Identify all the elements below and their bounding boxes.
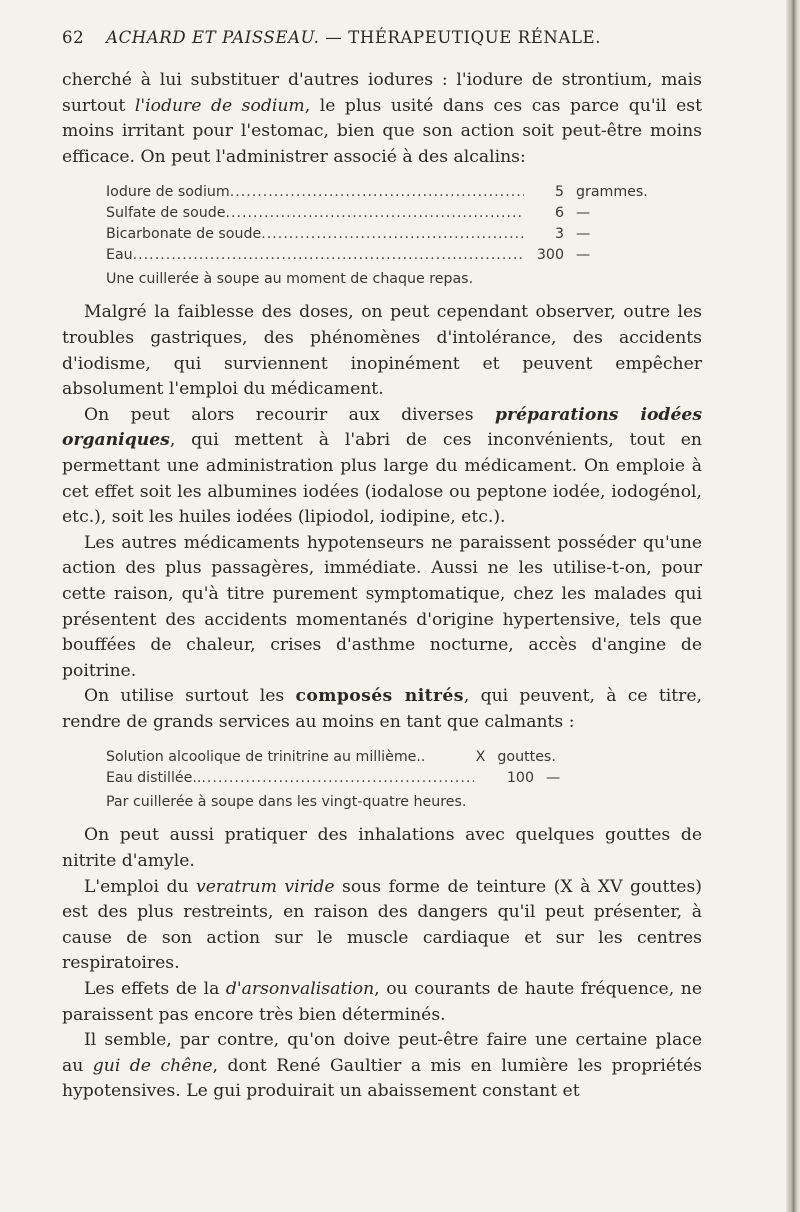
ingredient-name: Eau xyxy=(106,247,133,264)
text-run: , dont René Gaultier a mis en lumière les propriétés hypotensives. Le gui produirait un abaissement constant et xyxy=(62,1055,703,1102)
emphasis-preparations-iodees: préparations iodées organiques xyxy=(62,404,702,451)
prescription-note: Par cuillerée à soupe dans les vingt-quatre heures. xyxy=(106,794,467,811)
text-run: Les effets de la xyxy=(84,979,226,1000)
paragraph-7 xyxy=(62,875,702,977)
prescription-line xyxy=(106,768,626,789)
prescription-note: Une cuillerée à soupe au moment de chaque repas. xyxy=(106,271,474,288)
prescription-line xyxy=(106,224,672,245)
ingredient-name: Sulfate de soude xyxy=(106,205,226,222)
leader-dots xyxy=(261,224,524,245)
paragraph-8 xyxy=(62,977,702,1028)
prescription-line xyxy=(106,182,672,203)
page-body xyxy=(62,68,702,1105)
ingredient-qty: 5 xyxy=(554,184,564,201)
leader-dots xyxy=(225,203,524,224)
ingredient-unit: — xyxy=(576,205,591,222)
paragraph-4: Les autres médicaments hypotenseurs ne paraissent posséder qu'une action des plus passagères, immédiate. Aussi ne les utilise-t-on, pour cette raison, qu'à titre purement symptomatique, chez les malades qui présentent des accidents momentanés d'origine hypertensive, tels que bouffées de chaleur, crises d'asthme nocturne, accès d'angine de poitrine. xyxy=(62,532,702,681)
ingredient-qty: X xyxy=(475,749,486,766)
ingredient-qty: 300 xyxy=(536,247,564,264)
leader-dots xyxy=(230,182,524,203)
paragraph-2: Malgré la faiblesse des doses, on peut cependant observer, outre les troubles gastriques, des phénomènes d'intolérance, des accidents d'iodisme, qui surviennent inopinément et peuvent empêcher absolument l'emploi du médicament. xyxy=(62,302,702,400)
emphasis-iodure-de-sodium: l'iodure de sodium xyxy=(134,95,305,116)
paragraph-6: On peut aussi pratiquer des inhalations avec quelques gouttes de nitrite d'amyle. xyxy=(62,825,702,872)
text-run: L'emploi du xyxy=(84,876,197,897)
header-dash: — xyxy=(325,28,343,47)
text-run: , ou courants de haute fréquence, ne paraissent pas encore très bien déterminés. xyxy=(62,979,702,1025)
paragraph-1 xyxy=(62,68,702,170)
text-run: Il semble, par contre, qu'on doive peut-être faire une certaine place au xyxy=(62,1030,702,1076)
prescription-line xyxy=(106,203,672,224)
ingredient-name: Bicarbonate de soude xyxy=(106,226,262,243)
ingredient-name: Iodure de sodium xyxy=(106,184,230,201)
ingredient-unit: gouttes. xyxy=(497,749,556,766)
text-run: , qui peuvent, à ce titre, rendre de grands services au moins en tant que calmants : xyxy=(62,686,702,732)
ingredient-name: Eau distillée.. xyxy=(106,770,202,787)
ingredient-qty: 6 xyxy=(554,205,564,222)
emphasis-composes-nitres: composés nitrés xyxy=(295,686,464,707)
page-number: 62 xyxy=(62,28,85,47)
emphasis-veratrum-viride: veratrum viride xyxy=(196,876,335,897)
text-run: On peut alors recourir aux diverses xyxy=(84,404,495,425)
emphasis-darsonvalisation: d'arsonvalisation xyxy=(225,979,375,1000)
ingredient-unit: — xyxy=(576,247,591,264)
emphasis-gui-de-chene: gui de chêne xyxy=(92,1055,213,1076)
header-section: THÉRAPEUTIQUE RÉNALE. xyxy=(348,28,602,47)
leader-dots xyxy=(201,768,474,789)
text-run: On utilise surtout les xyxy=(84,686,296,707)
text-run: cherché à lui substituer d'autres iodures : l'iodure de strontium, mais surtout xyxy=(62,70,702,116)
ingredient-name: Solution alcoolique de trinitrine au millième.. xyxy=(106,749,426,766)
paragraph-3 xyxy=(62,403,702,531)
prescription-1 xyxy=(106,182,702,290)
prescription-line xyxy=(106,747,626,768)
paragraph-5 xyxy=(62,684,702,735)
prescription-line xyxy=(106,245,672,266)
paragraph-9 xyxy=(62,1028,702,1105)
ingredient-unit: — xyxy=(576,226,591,243)
ingredient-qty: 100 xyxy=(506,770,534,787)
leader-dots xyxy=(133,245,524,266)
text-run: sous forme de teinture (X à XV gouttes) est des plus restreints, en raison des dangers qu'il peut présenter, à cause de son action sur le muscle cardiaque et sur les centres respiratoires. xyxy=(62,876,702,974)
ingredient-unit: — xyxy=(546,770,561,787)
running-header xyxy=(62,28,702,47)
text-run: , le plus usité dans ces cas parce qu'il est moins irritant pour l'estomac, bien que son action soit peut-être moins efficace. On peut l'administrer associé à des alcalins: xyxy=(62,95,702,167)
ingredient-qty: 3 xyxy=(554,226,564,243)
prescription-2 xyxy=(106,747,702,813)
header-authors: ACHARD ET PAISSEAU. xyxy=(106,28,320,47)
page-edge xyxy=(786,0,800,1212)
text-run: , qui mettent à l'abri de ces inconvénients, tout en permettant une administration plus large du médicament. On emploie à cet effet soit les albumines iodées (iodalose ou peptone iodée, iodogénol, etc.), soit les huiles iodées (lipiodol, iodipine, etc.). xyxy=(62,430,702,528)
ingredient-unit: grammes. xyxy=(576,184,648,201)
